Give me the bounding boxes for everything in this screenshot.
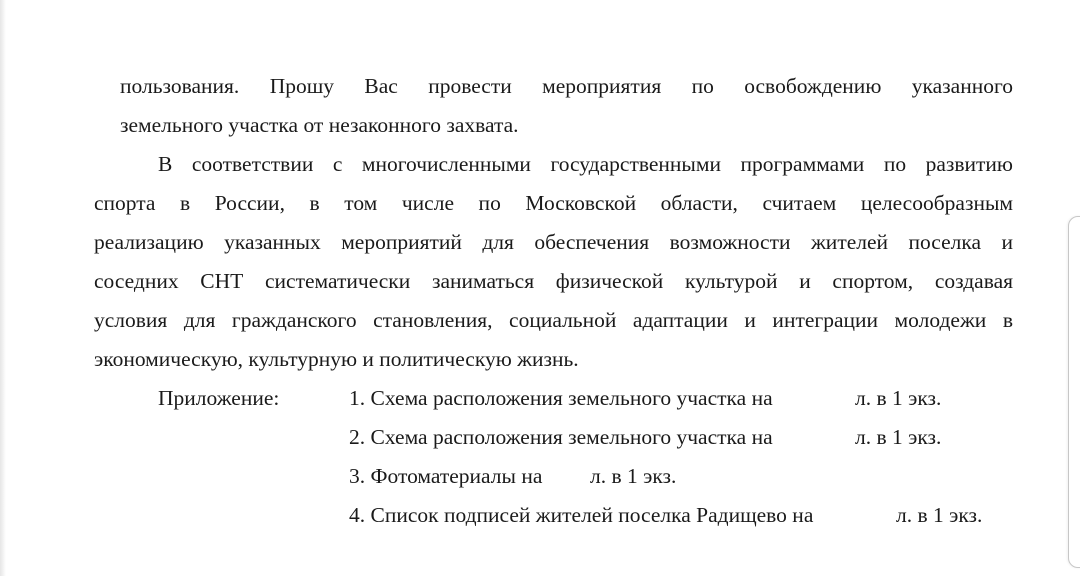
attachment-item-4: 4. Список подписей жителей поселка Радищево на [349,503,814,527]
attachment-item-3-pages: л. в 1 экз. [590,464,677,488]
attachment-item-2: 2. Схема расположения земельного участка на [349,425,773,449]
paragraph-2-line-2: спорта в России, в том числе по Московской области, считаем целесообразным [94,191,1013,215]
paragraph-2-line-1: В соответствии с многочисленными государственными программами по развитию [158,152,1013,176]
attachments-label: Приложение: [158,386,280,410]
attachment-item-1-pages: л. в 1 экз. [855,386,942,410]
paragraph-1-line-2: земельного участка от незаконного захвата. [120,113,519,137]
attachment-item-3: 3. Фотоматериалы на [349,464,543,488]
attachment-item-2-pages: л. в 1 экз. [855,425,942,449]
paragraph-1-line-1: пользования. Прошу Вас провести мероприятия по освобождению указанного [120,74,1013,98]
attachment-item-1: 1. Схема расположения земельного участка на [349,386,773,410]
paragraph-2-line-4: соседних СНТ систематически заниматься физической культурой и спортом, создавая [94,269,1013,293]
attachment-item-4-pages: л. в 1 экз. [896,503,983,527]
paragraph-2-line-3: реализацию указанных мероприятий для обеспечения возможности жителей поселка и [94,230,1013,254]
scrollbar-handle[interactable] [1068,216,1080,568]
paragraph-2-line-5: условия для гражданского становления, социальной адаптации и интеграции молодежи в [94,308,1013,332]
paragraph-2-line-6: экономическую, культурную и политическую жизнь. [94,347,579,371]
